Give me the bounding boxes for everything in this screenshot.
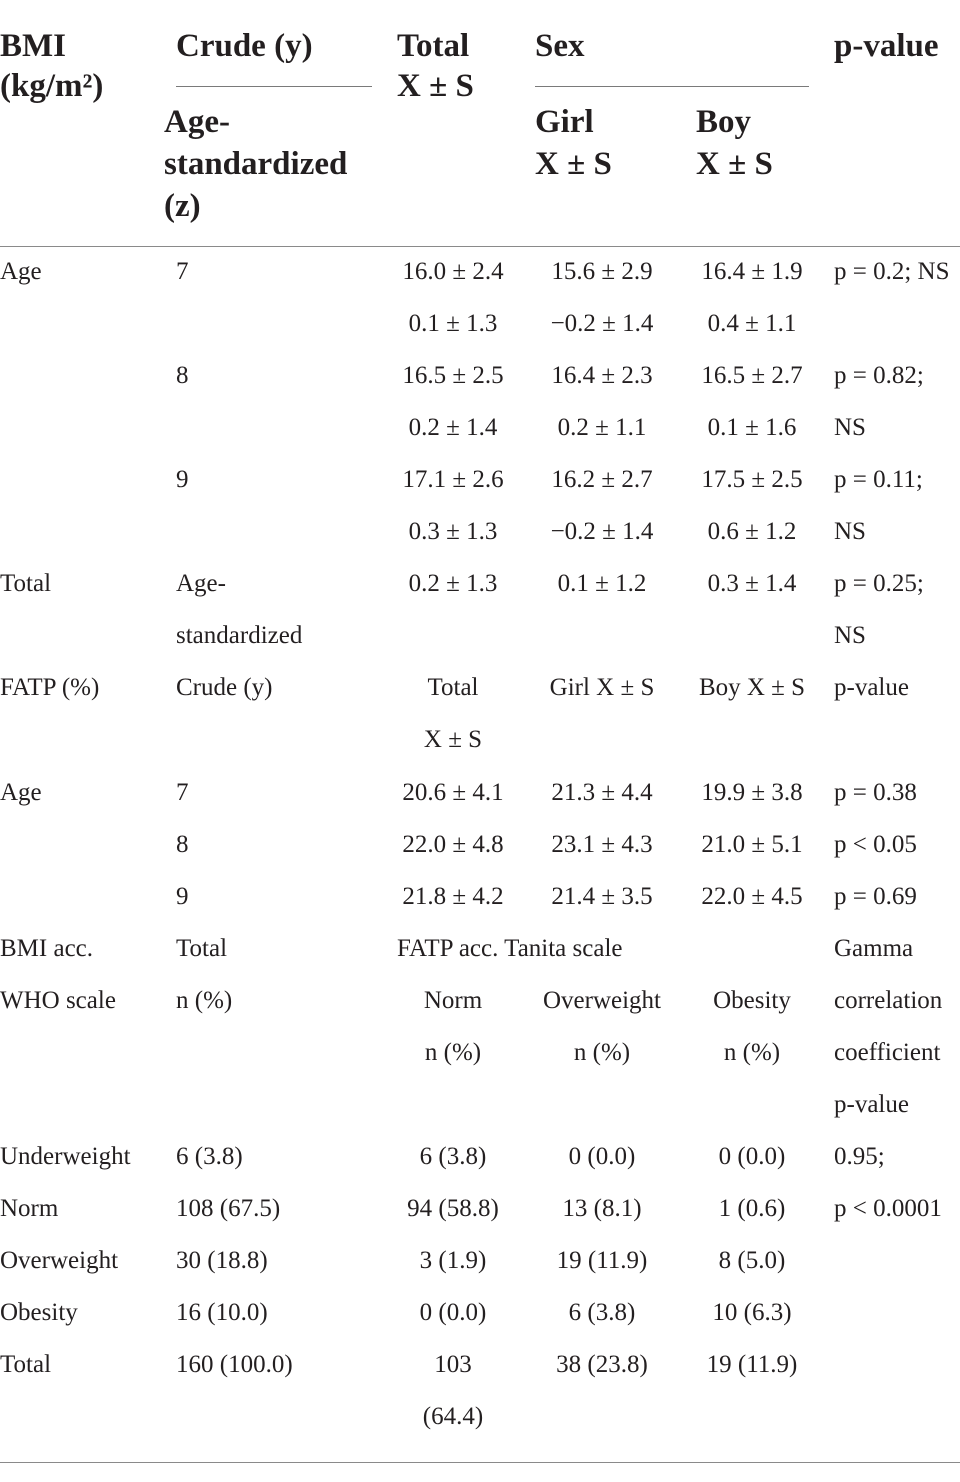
bmi-total-boy: 0.3 ± 1.4 (707, 570, 797, 597)
who-total-header: Total (176, 935, 228, 962)
header-crude: Crude (y) (176, 28, 313, 64)
bmi-7-boy-z: 0.4 ± 1.1 (707, 310, 797, 337)
header-age-std-1: Age- (164, 104, 230, 140)
fatp-age-label: Age (0, 779, 42, 806)
bmi-7-girl-z: −0.2 ± 1.4 (550, 310, 654, 337)
bmi-9-total-y: 17.1 ± 2.6 (402, 466, 504, 493)
who-obesity-over: 6 (3.8) (568, 1299, 636, 1326)
bmi-total-p: p = 0.25; (834, 570, 924, 597)
bmi-7-p: p = 0.2; NS (834, 258, 950, 285)
fatp-7-p: p = 0.38 (834, 779, 917, 806)
fatp-8-girl: 23.1 ± 4.3 (551, 831, 653, 858)
who-norm-over: 13 (8.1) (562, 1195, 642, 1222)
header-rule (0, 246, 960, 247)
fatp-boy-header: Boy X ± S (698, 674, 806, 701)
header-sex: Sex (535, 28, 585, 64)
fatp-age-9: 9 (176, 883, 189, 910)
bmi-9-girl-y: 16.2 ± 2.7 (551, 466, 653, 493)
fatp-7-total: 20.6 ± 4.1 (402, 779, 504, 806)
fatp-8-boy: 21.0 ± 5.1 (701, 831, 803, 858)
who-norm-obes: 1 (0.6) (718, 1195, 786, 1222)
who-overweight-over: 19 (11.9) (556, 1247, 648, 1274)
who-row-underweight-label: Underweight (0, 1143, 131, 1170)
fatp-crude: Crude (y) (176, 674, 273, 701)
header-total: Total (397, 28, 470, 64)
who-underweight-over: 0 (0.0) (568, 1143, 636, 1170)
bmi-total-label: Total (0, 570, 52, 597)
bmi-total-girl: 0.1 ± 1.2 (557, 570, 647, 597)
bmi-age-7: 7 (176, 258, 189, 285)
header-total-xs: X ± S (397, 68, 474, 104)
who-underweight-obes: 0 (0.0) (718, 1143, 786, 1170)
who-gamma-value: 0.95; (834, 1143, 885, 1170)
bmi-7-boy-y: 16.4 ± 1.9 (701, 258, 803, 285)
bmi-total-age-std-2: standardized (176, 622, 303, 649)
who-total-total: 160 (100.0) (176, 1351, 293, 1378)
who-row-obesity-label: Obesity (0, 1299, 78, 1326)
who-norm-header: Norm (423, 987, 483, 1014)
bmi-7-girl-y: 15.6 ± 2.9 (551, 258, 653, 285)
fatp-age-8: 8 (176, 831, 189, 858)
who-total-obes: 19 (11.9) (706, 1351, 798, 1378)
bmi-9-boy-z: 0.6 ± 1.2 (707, 518, 797, 545)
bmi-9-p: p = 0.11; (834, 466, 923, 493)
fatp-9-total: 21.8 ± 4.2 (402, 883, 504, 910)
who-overweight-total: 30 (18.8) (176, 1247, 268, 1274)
who-row-overweight-label: Overweight (0, 1247, 119, 1274)
bmi-9-ns: NS (834, 518, 866, 545)
bmi-total-age-std-1: Age- (176, 570, 226, 597)
fatp-7-girl: 21.3 ± 4.4 (551, 779, 653, 806)
who-overweight-norm: 3 (1.9) (419, 1247, 487, 1274)
who-obes-header: Obesity (713, 987, 791, 1014)
bmi-8-girl-z: 0.2 ± 1.1 (557, 414, 647, 441)
bmi-8-girl-y: 16.4 ± 2.3 (551, 362, 653, 389)
who-obesity-obes: 10 (6.3) (712, 1299, 792, 1326)
fatp-7-boy: 19.9 ± 3.8 (701, 779, 803, 806)
fatp-8-p: p < 0.05 (834, 831, 917, 858)
bmi-8-p: p = 0.82; (834, 362, 924, 389)
bmi-9-total-z: 0.3 ± 1.3 (408, 518, 498, 545)
header-girl-xs: X ± S (535, 146, 612, 182)
bmi-8-total-z: 0.2 ± 1.4 (408, 414, 498, 441)
who-total-norm-1: 103 (434, 1351, 472, 1378)
header-age-std-3: (z) (164, 188, 201, 224)
who-obesity-total: 16 (10.0) (176, 1299, 268, 1326)
bmi-age-label: Age (0, 258, 42, 285)
fatp-total-header: Total (427, 674, 479, 701)
who-fatp-header: FATP acc. Tanita scale (397, 935, 623, 962)
who-gamma-2: correlation (834, 987, 943, 1014)
who-norm-n: n (%) (424, 1039, 482, 1066)
bmi-7-total-z: 0.1 ± 1.3 (408, 310, 498, 337)
fatp-total-xs: X ± S (423, 726, 483, 753)
bmi-8-total-y: 16.5 ± 2.5 (402, 362, 504, 389)
header-age-std-2: standardized (164, 146, 348, 182)
who-over-header: Overweight (542, 987, 662, 1014)
who-total-n: n (%) (176, 987, 233, 1014)
fatp-pvalue-header: p-value (834, 674, 909, 701)
who-bmi-label-2: WHO scale (0, 987, 116, 1014)
bmi-age-8: 8 (176, 362, 189, 389)
bmi-total-ns: NS (834, 622, 866, 649)
header-bmi-unit: (kg/m²) (0, 68, 104, 104)
who-obesity-norm: 0 (0.0) (419, 1299, 487, 1326)
fatp-girl-header: Girl X ± S (549, 674, 655, 701)
who-norm-norm: 94 (58.8) (407, 1195, 499, 1222)
header-crude-rule (176, 86, 372, 87)
fatp-9-girl: 21.4 ± 3.5 (551, 883, 653, 910)
bmi-8-ns: NS (834, 414, 866, 441)
bmi-age-9: 9 (176, 466, 189, 493)
bmi-9-girl-z: −0.2 ± 1.4 (550, 518, 654, 545)
who-underweight-total: 6 (3.8) (176, 1143, 243, 1170)
who-gamma-3: coefficient (834, 1039, 941, 1066)
fatp-9-boy: 22.0 ± 4.5 (701, 883, 803, 910)
who-total-norm-2: (64.4) (422, 1403, 484, 1430)
who-gamma-4: p-value (834, 1091, 909, 1118)
who-row-norm-label: Norm (0, 1195, 59, 1222)
who-bmi-label-1: BMI acc. (0, 935, 94, 962)
header-sex-rule (535, 86, 809, 87)
fatp-9-p: p = 0.69 (834, 883, 917, 910)
footer-rule (0, 1462, 960, 1463)
who-overweight-obes: 8 (5.0) (718, 1247, 786, 1274)
fatp-age-7: 7 (176, 779, 189, 806)
who-gamma-1: Gamma (834, 935, 914, 962)
fatp-label: FATP (%) (0, 674, 100, 701)
who-underweight-norm: 6 (3.8) (419, 1143, 487, 1170)
who-obes-n: n (%) (723, 1039, 781, 1066)
bmi-9-boy-y: 17.5 ± 2.5 (701, 466, 803, 493)
header-bmi: BMI (0, 28, 66, 64)
bmi-8-boy-z: 0.1 ± 1.6 (707, 414, 797, 441)
bmi-8-boy-y: 16.5 ± 2.7 (701, 362, 803, 389)
header-boy-xs: X ± S (696, 146, 773, 182)
who-total-over: 38 (23.8) (556, 1351, 648, 1378)
who-gamma-pvalue: p < 0.0001 (834, 1195, 942, 1222)
header-girl: Girl (535, 104, 594, 140)
who-row-total-label: Total (0, 1351, 52, 1378)
bmi-total-total: 0.2 ± 1.3 (408, 570, 498, 597)
header-boy: Boy (696, 104, 752, 140)
fatp-8-total: 22.0 ± 4.8 (402, 831, 504, 858)
who-over-n: n (%) (573, 1039, 631, 1066)
header-pvalue: p-value (834, 28, 939, 64)
bmi-7-total-y: 16.0 ± 2.4 (402, 258, 504, 285)
who-norm-total: 108 (67.5) (176, 1195, 281, 1222)
